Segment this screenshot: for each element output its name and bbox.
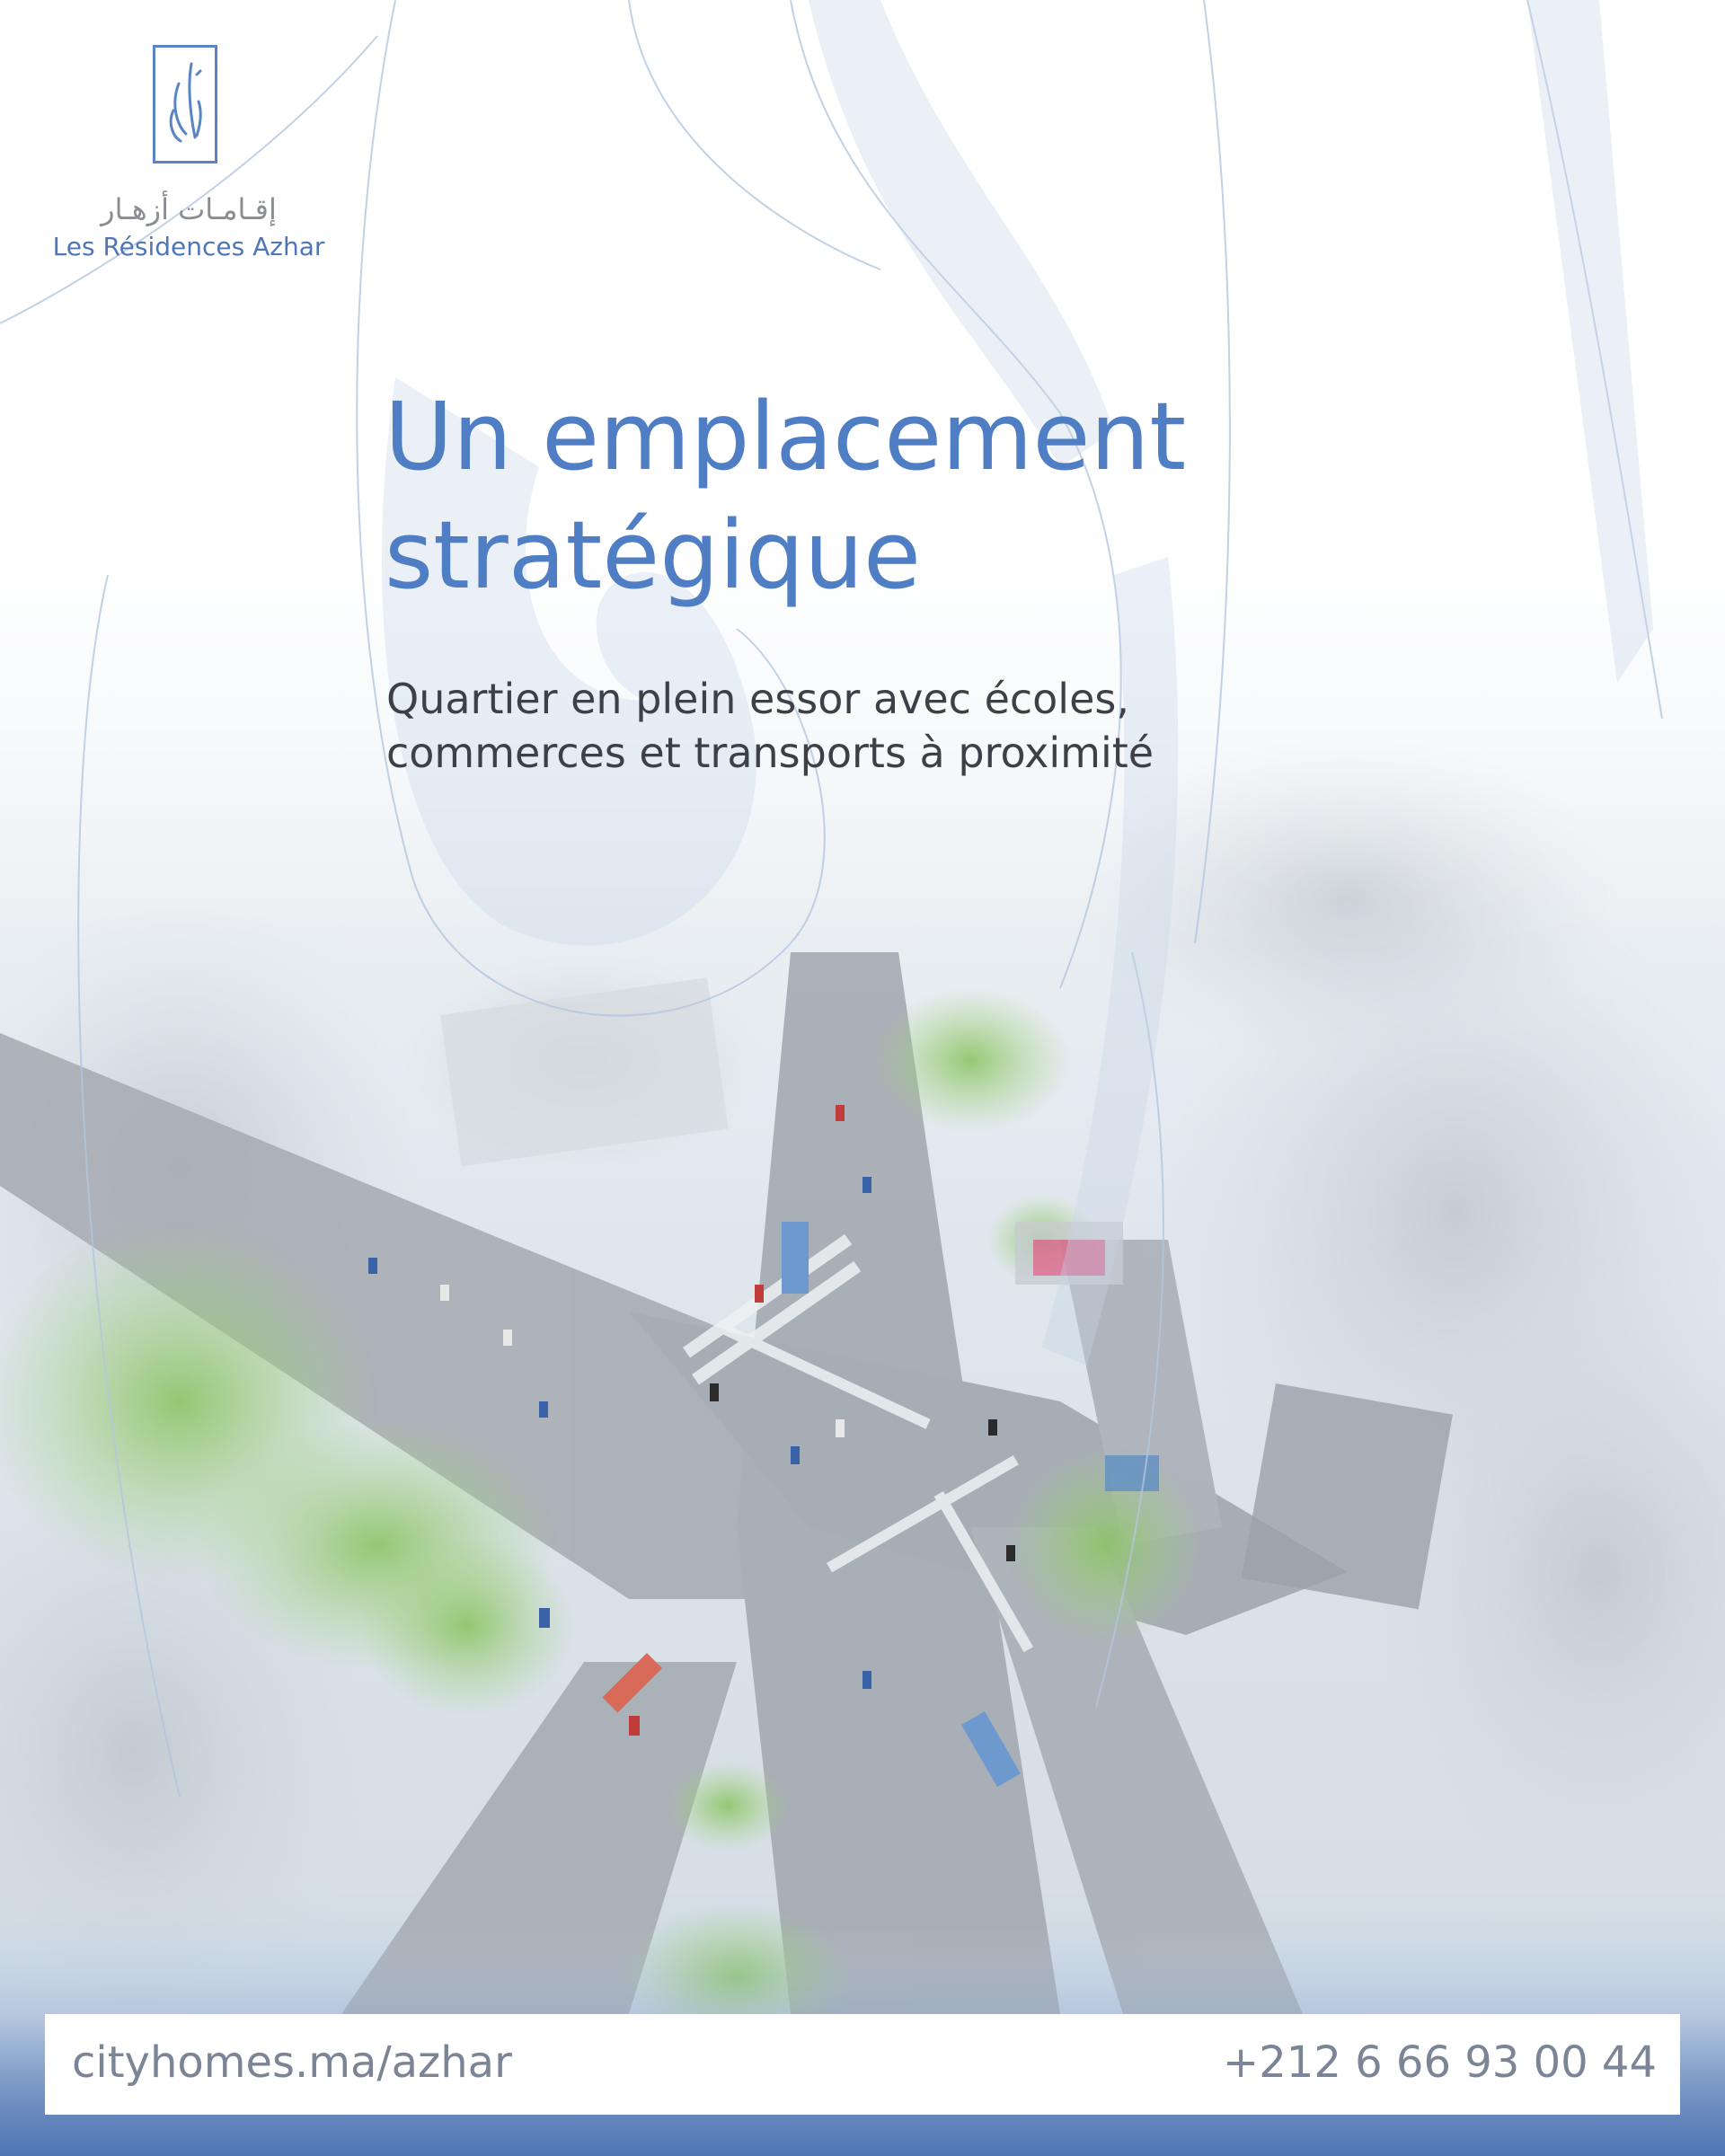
brand-name-french: Les Résidences Azhar xyxy=(52,232,325,261)
azhar-logo-icon xyxy=(153,45,217,163)
title-line-2: stratégique xyxy=(385,500,922,610)
subtitle-line-2: commerces et transports à proximité xyxy=(386,729,1154,777)
title-line-1: Un emplacement xyxy=(385,382,1187,491)
brand-name-arabic: إقـامـات أزهـار xyxy=(101,192,277,226)
page-title xyxy=(385,377,1373,614)
page-subtitle xyxy=(386,672,1375,780)
website-link[interactable]: cityhomes.ma/azhar xyxy=(72,2037,512,2088)
phone-number[interactable]: +212 6 66 93 00 44 xyxy=(1223,2037,1657,2088)
contact-bar xyxy=(45,2014,1680,2115)
subtitle-line-1: Quartier en plein essor avec écoles, xyxy=(386,675,1129,723)
